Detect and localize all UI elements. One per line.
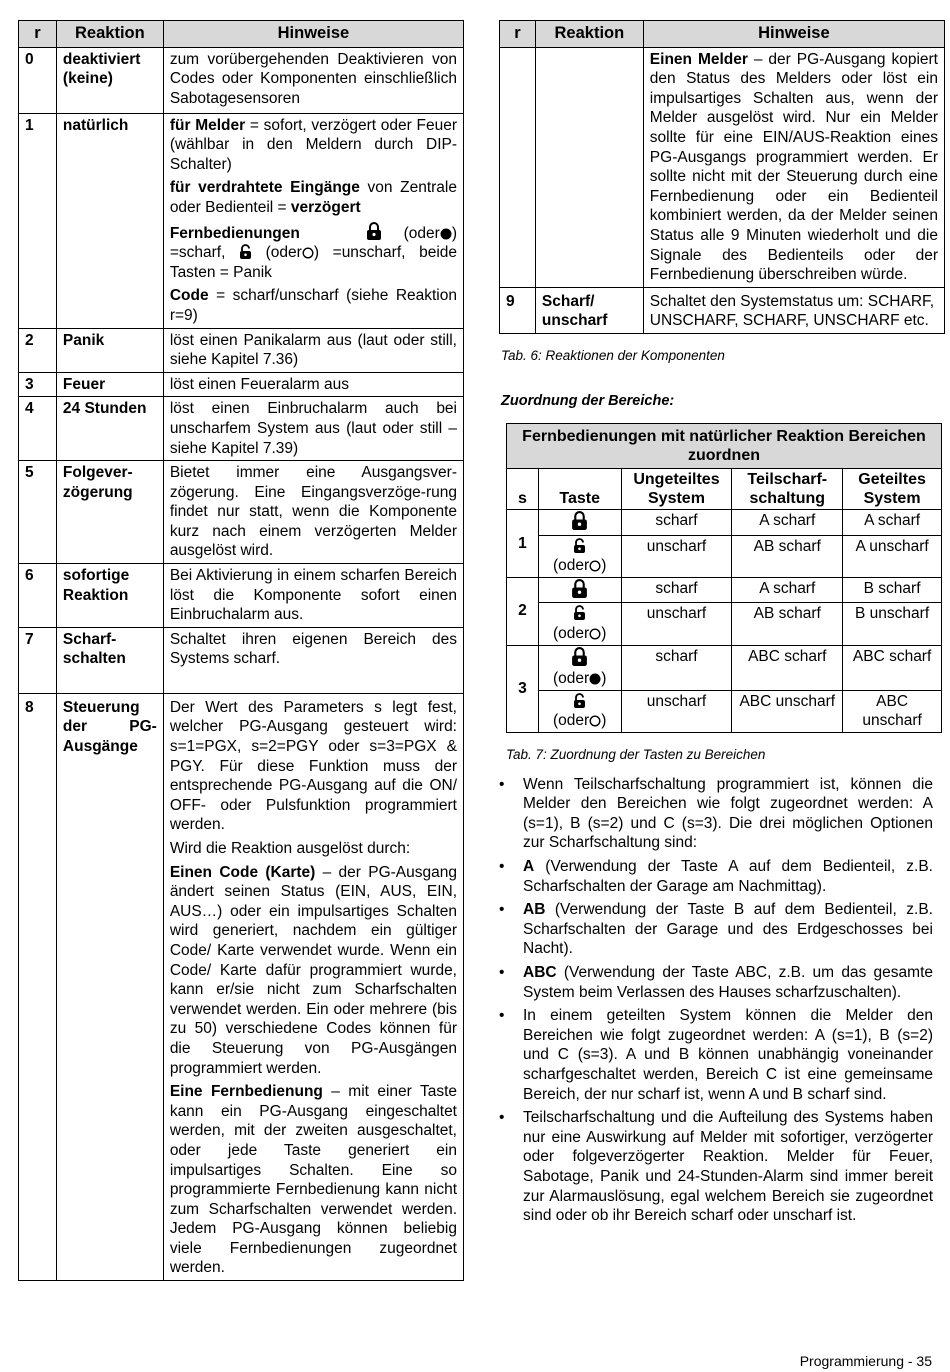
r-value: 1 xyxy=(19,113,57,328)
r-value: 2 xyxy=(19,328,57,372)
r-value: 8 xyxy=(19,693,57,1280)
cell-value: A scharf xyxy=(732,577,843,603)
table-row xyxy=(507,603,942,645)
s-value: 1 xyxy=(507,510,539,578)
reactions-table-continued xyxy=(499,20,945,334)
col-header-geteilt: Geteiltes System xyxy=(843,469,942,510)
bold-text: Einen Melder xyxy=(649,50,748,68)
page-footer: Programmierung - 35 xyxy=(799,1353,932,1369)
col-header-hinweise: Hinweise xyxy=(643,21,944,48)
table-row xyxy=(507,690,942,732)
bold-text: AB xyxy=(523,901,546,919)
bold-text: für verdrahtete Eingänge xyxy=(169,179,360,197)
cell-value: AB scharf xyxy=(732,535,843,577)
col-header-teilscharf: Teilscharf-schaltung xyxy=(732,469,843,510)
bold-text: Einen Code (Karte) xyxy=(169,863,316,881)
table-row xyxy=(507,645,942,690)
r-value: 6 xyxy=(19,564,57,628)
open-circle-icon xyxy=(302,247,314,259)
table-row xyxy=(507,510,942,536)
list-text: (Verwendung der Taste B auf dem Bedienteil, z.B. Scharfschalten der Garage und des Erdgeschosses bei Nacht). xyxy=(523,901,933,958)
table-row xyxy=(19,47,464,113)
list-item xyxy=(499,775,933,853)
list-item xyxy=(499,1006,933,1104)
cell-value: ABC scharf xyxy=(843,645,942,690)
remote-area-table xyxy=(506,423,942,733)
hint-text: Bietet immer eine Ausgangsver-zögerung. Eine Eingangsverzöge-rung findet nur statt, wenn die Komponente kurz nach einem verzögerten Melder ausgelöst wird. xyxy=(163,461,463,564)
hint-text: Schaltet den Systemstatus um: SCHARF, UNSCHARF, SCHARF, UNSCHARF etc. xyxy=(643,287,944,333)
left-column xyxy=(18,20,464,1281)
reaktion-line: unscharf xyxy=(541,312,608,330)
cell-value: scharf xyxy=(621,645,732,690)
oder-text: (oder xyxy=(553,625,590,643)
list-text: Teilscharfschaltung und die Aufteilung des Systems haben nur eine Auswirkung auf Melder mit sofortiger, verzögerter oder folgeverzögerter Reaktion. Melder für Feuer, Sabotage, Panik und 24-Stunden-Alarm sind immer bereit zur Alarmauslösung, egal welchem Bereich sie zugeordnet sind oder ob ihr Bereich scharf oder unscharf ist. xyxy=(523,1109,933,1225)
list-text: (Verwendung der Taste A auf dem Bedienteil, z.B. Scharfschalten der Garage am Nachmittag). xyxy=(523,858,933,895)
table-row xyxy=(507,535,942,577)
table-header-row xyxy=(507,469,942,510)
table-row xyxy=(19,113,464,328)
bullet-list xyxy=(499,775,933,1226)
table7-caption: Tab. 7: Zuordnung der Tasten zu Bereichen xyxy=(506,747,766,763)
open-circle-icon xyxy=(589,715,601,727)
oder-text: (oder xyxy=(553,712,590,730)
lock-closed-icon xyxy=(571,647,588,666)
bold-text: ABC xyxy=(523,963,557,981)
bullet-dot: • xyxy=(499,1109,505,1127)
cell-value: ABC scharf xyxy=(732,645,843,690)
table-row xyxy=(500,47,945,287)
filled-circle-icon xyxy=(589,673,601,685)
bullet-dot: • xyxy=(499,963,505,981)
reaktion-label: 24 Stunden xyxy=(56,397,163,461)
bold-text: Code xyxy=(169,287,209,305)
hint-cell xyxy=(163,693,463,1280)
hint-cell xyxy=(163,113,463,328)
table-row xyxy=(19,627,464,693)
table2-title: Fernbedienungen mit natürlicher Reaktion Bereichen zuordnen xyxy=(507,424,942,469)
key-cell xyxy=(538,603,621,645)
reactions-table xyxy=(18,20,464,1281)
r-value: 7 xyxy=(19,627,57,693)
table-row xyxy=(19,693,464,1280)
table-row xyxy=(507,577,942,603)
col-header-ungeteilt: Ungeteiltes System xyxy=(621,469,732,510)
hint-text: von Zentrale oder Bedienteil = xyxy=(169,179,457,216)
hint-text: – der PG-Ausgang ändert seinen Status (EIN, AUS, EIN, AUS…) oder ein impulsartiges Schalten wird generiert, nachdem ein gültiger Code/ Karte verwendet wurde. Wenn ein Code/ Karte dafür programmiert wurde, kann er/sie nicht zum Scharfschalten verwendet werden. Ein oder mehrere (bis zu 50) verschiedene Codes können für die Steuerung von PG-Ausgängen programmiert werden. xyxy=(169,863,457,1077)
col-header-hinweise: Hinweise xyxy=(163,21,463,48)
col-header-r: r xyxy=(19,21,57,48)
table-title-row xyxy=(507,424,942,469)
open-circle-icon xyxy=(589,560,601,572)
hint-text: (oder xyxy=(403,224,440,242)
list-item xyxy=(499,857,933,896)
hint-text: löst einen Einbruchalarm auch bei unscharfem System aus (laut oder still – siehe Kapitel 7.39) xyxy=(163,397,463,461)
cell-value: A scharf xyxy=(843,510,942,536)
oder-text: (oder xyxy=(553,670,590,688)
cell-value: ABC unscharf xyxy=(843,690,942,732)
lock-closed-icon xyxy=(571,579,588,598)
hint-text: Schaltet ihren eigenen Bereich des Systems scharf. xyxy=(163,627,463,693)
lock-open-icon xyxy=(239,244,252,259)
col-header-taste: Taste xyxy=(538,469,621,510)
table6-caption: Tab. 6: Reaktionen der Komponenten xyxy=(501,347,725,363)
reaktion-label: natürlich xyxy=(56,113,163,328)
table-header-row xyxy=(500,21,945,48)
bold-text: Eine Fernbedienung xyxy=(169,1083,323,1101)
cell-value: B scharf xyxy=(843,577,942,603)
close-paren: ) xyxy=(601,557,607,575)
table-row xyxy=(500,287,945,333)
cell-value: A unscharf xyxy=(843,535,942,577)
hint-text: = sofort, verzögert oder Feuer (wählbar in den Meldern durch DIP-Schalter) xyxy=(169,116,457,173)
table-row xyxy=(19,461,464,564)
hint-text: ) =unscharf, beide Tasten = Panik xyxy=(169,244,457,281)
hint-text: – mit einer Taste kann ein PG-Ausgang eingeschaltet werden, mit der zweiten ausgeschaltet, oder jede Taste generiert ein impulsartiges Schalten. Eine so programmierte Fernbedienung kann nicht zum Scharfschalten verwendet werden. Jedem PG-Ausgang können beliebig viele Fernbedienungen zugeordnet werden. xyxy=(169,1083,457,1277)
col-header-r: r xyxy=(500,21,536,48)
bold-text: für Melder xyxy=(169,116,246,134)
key-cell xyxy=(538,535,621,577)
list-item xyxy=(499,900,933,959)
list-item xyxy=(499,1108,933,1226)
hint-text: – der PG-Ausgang kopiert den Status des Melders oder löst ein impulsartiges Schalten aus, wenn der Melder ausgelöst wird. Nur ein Melder sollte für eine EIN/AUS-Reaktion eines PG-Ausgangs programmiert werden. Er sollte nicht mit der Steuerung durch eine Fernbedienung oder ein Bedienteil kombiniert werden, da der Melder seinen Status alle 9 Minuten wiederholt und die Signale des Bedienteils oder der Fernbedienung überschreiben würde. xyxy=(649,50,938,284)
cell-value: AB scharf xyxy=(732,603,843,645)
reaktion-line: Scharf/ xyxy=(541,292,595,310)
r-value: 0 xyxy=(19,47,57,113)
hint-text: löst einen Feueralarm aus xyxy=(163,372,463,397)
table-row xyxy=(19,397,464,461)
reaktion-label: Panik xyxy=(56,328,163,372)
empty-cell xyxy=(500,47,536,287)
reaktion-label xyxy=(535,287,643,333)
cell-value: unscharf xyxy=(621,603,732,645)
close-paren: ) xyxy=(601,712,607,730)
hint-text: Der Wert des Parameters s legt fest, welcher PG-Ausgang gesteuert wird: s=1=PGX, s=2=PGY oder s=3=PGX & PGY. Für diese Funktion muss der entsprechende PG-Ausgang auf die ON/ OFF- oder Pulsfunktion programmiert werden. xyxy=(169,698,457,834)
bullet-dot: • xyxy=(499,775,505,793)
s-value: 3 xyxy=(507,645,539,732)
hint-text: ) =scharf, xyxy=(169,224,457,262)
cell-value: B unscharf xyxy=(843,603,942,645)
list-text: (Verwendung der Taste ABC, z.B. um das gesamte System beim Verlassen des Hauses scharfzuschalten). xyxy=(523,963,933,1001)
col-header-reaktion: Reaktion xyxy=(535,21,643,48)
cell-value: A scharf xyxy=(732,510,843,536)
lock-closed-icon xyxy=(571,511,588,530)
reaktion-label: sofortige Reaktion xyxy=(56,564,163,628)
table-row xyxy=(19,372,464,397)
r-value: 3 xyxy=(19,372,57,397)
reaktion-label: Feuer xyxy=(56,372,163,397)
table-row xyxy=(19,328,464,372)
close-paren: ) xyxy=(601,670,607,688)
bold-text: verzögert xyxy=(290,198,361,216)
r-value: 4 xyxy=(19,397,57,461)
cell-value: scharf xyxy=(621,510,732,536)
hint-text: (oder xyxy=(252,244,302,262)
hint-cell xyxy=(643,47,944,287)
reaktion-label: deaktiviert (keine) xyxy=(56,47,163,113)
empty-cell xyxy=(535,47,643,287)
key-cell xyxy=(538,690,621,732)
lock-open-icon xyxy=(573,605,586,620)
filled-circle-icon xyxy=(440,228,452,240)
hint-text: zum vorübergehenden Deaktivieren von Codes oder Komponenten einschließlich Sabotagesensoren xyxy=(163,47,463,113)
bullet-dot: • xyxy=(499,901,505,919)
bold-text: Fernbedienungen xyxy=(169,224,300,242)
table-header-row xyxy=(19,21,464,48)
bullet-dot: • xyxy=(499,858,505,875)
reaktion-label: Folgever-zögerung xyxy=(56,461,163,564)
hint-text: Wird die Reaktion ausgelöst durch: xyxy=(169,840,411,857)
col-header-s: s xyxy=(507,469,539,510)
bold-text: A xyxy=(523,858,535,875)
lock-closed-icon xyxy=(366,222,382,240)
r-value: 9 xyxy=(500,287,536,333)
table-row xyxy=(19,564,464,628)
right-column xyxy=(499,20,945,1230)
col-header-reaktion: Reaktion xyxy=(56,21,163,48)
key-cell xyxy=(538,577,621,603)
key-cell xyxy=(538,645,621,690)
lock-open-icon xyxy=(573,693,586,708)
bullet-dot: • xyxy=(499,1007,505,1025)
hint-text: = scharf/unscharf (siehe Reaktion r=9) xyxy=(169,287,457,324)
open-circle-icon xyxy=(589,628,601,640)
s-value: 2 xyxy=(507,577,539,645)
oder-text: (oder xyxy=(553,557,590,575)
lock-open-icon xyxy=(573,538,586,553)
cell-value: ABC unscharf xyxy=(732,690,843,732)
key-cell xyxy=(538,510,621,536)
list-text: In einem geteilten System können die Melder den Bereichen wie folgt zugeordnet werden: A (s=1), B (s=2) und C (s=3). A und B können unabhängig voneinander scharfgeschaltet werden, Bereich C ist eine gemeinsame Bereich, der nur scharf ist, wenn A und B scharf sind. xyxy=(523,1007,933,1103)
list-item xyxy=(499,963,933,1002)
hint-text: Bei Aktivierung in einem scharfen Bereich löst die Komponente sofort einen Einbruchalarm aus. xyxy=(163,564,463,628)
reaktion-label: Scharf-schalten xyxy=(56,627,163,693)
list-text: Wenn Teilscharfschaltung programmiert ist, können die Melder den Bereichen wie folgt zugeordnet werden: A (s=1), B (s=2) und C (s=3). Die drei möglichen Optionen zur Scharfschaltung sind: xyxy=(523,775,933,852)
r-value: 5 xyxy=(19,461,57,564)
hint-text: löst einen Panikalarm aus (laut oder still, siehe Kapitel 7.36) xyxy=(163,328,463,372)
close-paren: ) xyxy=(601,625,607,643)
cell-value: unscharf xyxy=(621,690,732,732)
cell-value: scharf xyxy=(621,577,732,603)
section-subheading: Zuordnung der Bereiche: xyxy=(501,392,675,409)
reaktion-label: Steuerung der PG-Ausgänge xyxy=(56,693,163,1280)
cell-value: unscharf xyxy=(621,535,732,577)
